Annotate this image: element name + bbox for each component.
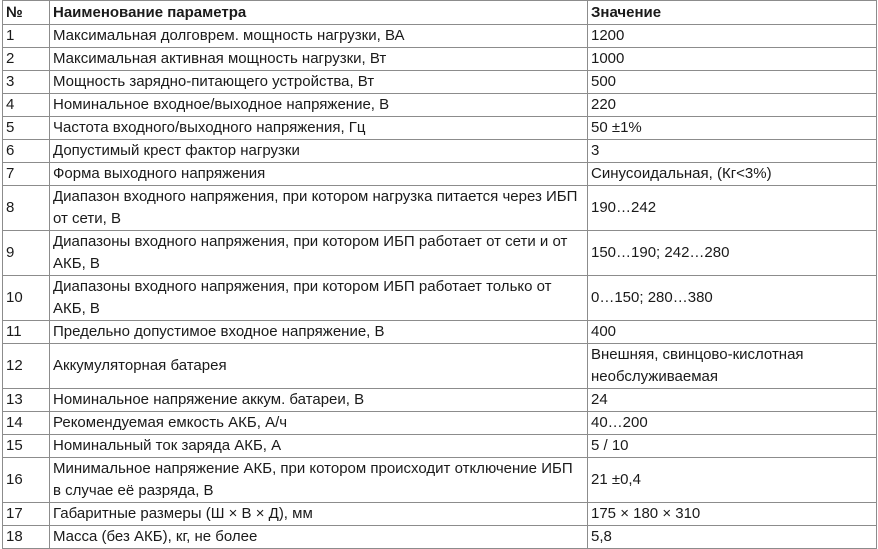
row-name: Габаритные размеры (Ш × В × Д), мм [50, 503, 588, 526]
table-row [3, 458, 877, 503]
row-value: 21 ±0,4 [588, 458, 877, 503]
row-num: 14 [3, 412, 50, 435]
row-name: Форма выходного напряжения [50, 163, 588, 186]
row-num: 13 [3, 389, 50, 412]
table-row [3, 276, 877, 321]
row-num: 6 [3, 140, 50, 163]
row-num: 9 [3, 231, 50, 276]
row-value: 24 [588, 389, 877, 412]
table-row [3, 231, 877, 276]
row-value: Внешняя, свинцово-кислотная необслуживаемая [588, 344, 877, 389]
table-row [3, 389, 877, 412]
row-name: Предельно допустимое входное напряжение, В [50, 321, 588, 344]
row-value: 1200 [588, 25, 877, 48]
table-row [3, 94, 877, 117]
header-row [3, 1, 877, 25]
row-name: Частота входного/выходного напряжения, Гц [50, 117, 588, 140]
table-row [3, 344, 877, 389]
row-name: Максимальная активная мощность нагрузки, Вт [50, 48, 588, 71]
table-row [3, 25, 877, 48]
row-num: 7 [3, 163, 50, 186]
table-row [3, 117, 877, 140]
table-row [3, 526, 877, 549]
row-value: 5 / 10 [588, 435, 877, 458]
table-row [3, 503, 877, 526]
table-row [3, 48, 877, 71]
table-row [3, 435, 877, 458]
row-value: 3 [588, 140, 877, 163]
row-num: 4 [3, 94, 50, 117]
row-value: 40…200 [588, 412, 877, 435]
spec-table [2, 0, 877, 549]
row-value: 220 [588, 94, 877, 117]
row-num: 17 [3, 503, 50, 526]
row-value: 400 [588, 321, 877, 344]
row-num: 15 [3, 435, 50, 458]
row-name: Диапазоны входного напряжения, при котором ИБП работает от сети и от АКБ, В [50, 231, 588, 276]
row-num: 1 [3, 25, 50, 48]
row-name: Аккумуляторная батарея [50, 344, 588, 389]
table-row [3, 412, 877, 435]
row-name: Диапазон входного напряжения, при котором нагрузка питается через ИБП от сети, В [50, 186, 588, 231]
table-row [3, 71, 877, 94]
row-value: 1000 [588, 48, 877, 71]
row-num: 18 [3, 526, 50, 549]
header-value: Значение [588, 1, 877, 25]
row-name: Диапазоны входного напряжения, при котором ИБП работает только от АКБ, В [50, 276, 588, 321]
table-row [3, 163, 877, 186]
row-name: Мощность зарядно-питающего устройства, Вт [50, 71, 588, 94]
row-name: Максимальная долговрем. мощность нагрузки, ВА [50, 25, 588, 48]
row-num: 16 [3, 458, 50, 503]
row-name: Рекомендуемая емкость АКБ, А/ч [50, 412, 588, 435]
table-row [3, 321, 877, 344]
row-num: 3 [3, 71, 50, 94]
row-value: 50 ±1% [588, 117, 877, 140]
row-name: Номинальное напряжение аккум. батареи, В [50, 389, 588, 412]
row-name: Номинальное входное/выходное напряжение, В [50, 94, 588, 117]
table-row [3, 140, 877, 163]
row-num: 8 [3, 186, 50, 231]
row-value: 500 [588, 71, 877, 94]
row-value: 150…190; 242…280 [588, 231, 877, 276]
row-num: 5 [3, 117, 50, 140]
row-name: Допустимый крест фактор нагрузки [50, 140, 588, 163]
row-num: 12 [3, 344, 50, 389]
table-row [3, 186, 877, 231]
row-value: 0…150; 280…380 [588, 276, 877, 321]
row-value: 175 × 180 × 310 [588, 503, 877, 526]
row-name: Масса (без АКБ), кг, не более [50, 526, 588, 549]
row-name: Номинальный ток заряда АКБ, А [50, 435, 588, 458]
row-value: 5,8 [588, 526, 877, 549]
row-value: 190…242 [588, 186, 877, 231]
header-num: № [3, 1, 50, 25]
header-name: Наименование параметра [50, 1, 588, 25]
row-num: 10 [3, 276, 50, 321]
row-name: Минимальное напряжение АКБ, при котором происходит отключение ИБП в случае её разряда, В [50, 458, 588, 503]
row-value: Синусоидальная, (Кг<3%) [588, 163, 877, 186]
row-num: 2 [3, 48, 50, 71]
row-num: 11 [3, 321, 50, 344]
